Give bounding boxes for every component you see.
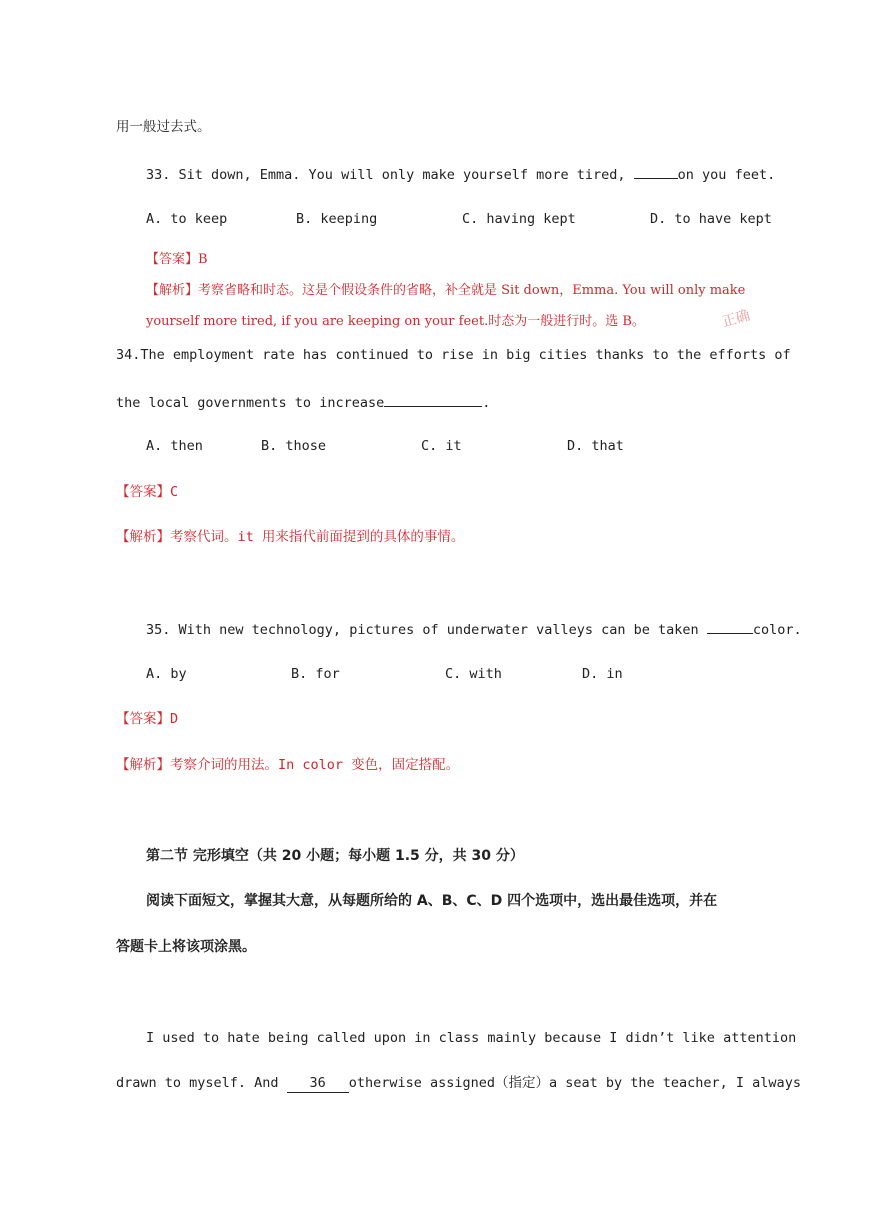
q34-stem-1: 34.The employment rate has continued to rise in big cities thanks to the efforts of xyxy=(116,347,791,363)
q34-stem-2 xyxy=(116,392,490,412)
section-title: 第二节 完形填空（共 20 小题；每小题 1.5 分，共 30 分） xyxy=(146,848,524,864)
q35-blank xyxy=(707,619,753,634)
q34-option-d: D. that xyxy=(567,438,624,454)
q33-stem xyxy=(146,164,775,184)
q33-analysis-1: 【解析】考察省略和时态。这是个假设条件的省略，补全就是 Sit down，Emma. You will only make xyxy=(146,283,746,298)
q35-answer: 【答案】D xyxy=(116,711,179,727)
section-instruction-2: 答题卡上将该项涂黑。 xyxy=(116,939,256,955)
q34-blank xyxy=(384,392,482,407)
stamp-watermark: 正确 xyxy=(720,307,752,331)
passage-line-2-after: otherwise assigned（指定）a seat by the teacher, I always xyxy=(348,1075,801,1091)
q33-blank xyxy=(634,164,678,179)
q34-stem-2-before: the local governments to increase xyxy=(116,395,385,411)
q33-option-b: B. keeping xyxy=(296,211,378,227)
q33-answer: 【答案】B xyxy=(146,252,208,267)
q35-option-d: D. in xyxy=(582,666,623,682)
q35-stem xyxy=(146,619,802,639)
q35-stem-after: color. xyxy=(752,622,802,638)
q35-option-a: A. by xyxy=(146,666,187,682)
q35-option-b: B. for xyxy=(291,666,340,682)
top-line: 用一般过去式。 xyxy=(116,119,211,135)
q33-stem-after: on you feet. xyxy=(677,167,776,183)
q35-option-c: C. with xyxy=(445,666,502,682)
q33-option-a: A. to keep xyxy=(146,211,228,227)
section-instruction-1: 阅读下面短文，掌握其大意，从每题所给的 A、B、C、D 四个选项中，选出最佳选项，并在 xyxy=(146,893,718,909)
q34-option-a: A. then xyxy=(146,438,203,454)
passage-line-1: I used to hate being called upon in class mainly because I didn’t like attention xyxy=(146,1030,797,1046)
passage-blank-36: 36 xyxy=(287,1074,349,1093)
q34-stem-2-after: . xyxy=(482,395,491,411)
q33-stem-before: 33. Sit down, Emma. You will only make yourself more tired, xyxy=(146,167,634,183)
passage-line-2-before: drawn to myself. And xyxy=(116,1075,287,1091)
q33-option-c: C. having kept xyxy=(462,211,576,227)
passage-line-2 xyxy=(116,1074,801,1093)
q34-answer: 【答案】C xyxy=(116,484,179,500)
q33-option-d: D. to have kept xyxy=(650,211,772,227)
q34-option-c: C. it xyxy=(421,438,462,454)
q35-stem-before: 35. With new technology, pictures of underwater valleys can be taken xyxy=(146,622,707,638)
q34-analysis: 【解析】考察代词。it 用来指代前面提到的具体的事情。 xyxy=(116,529,465,545)
q33-analysis-2: yourself more tired, if you are keeping on your feet.时态为一般进行时。选 B。 xyxy=(146,314,645,328)
q35-analysis: 【解析】考察介词的用法。In color 变色，固定搭配。 xyxy=(116,757,460,773)
q34-option-b: B. those xyxy=(261,438,327,454)
